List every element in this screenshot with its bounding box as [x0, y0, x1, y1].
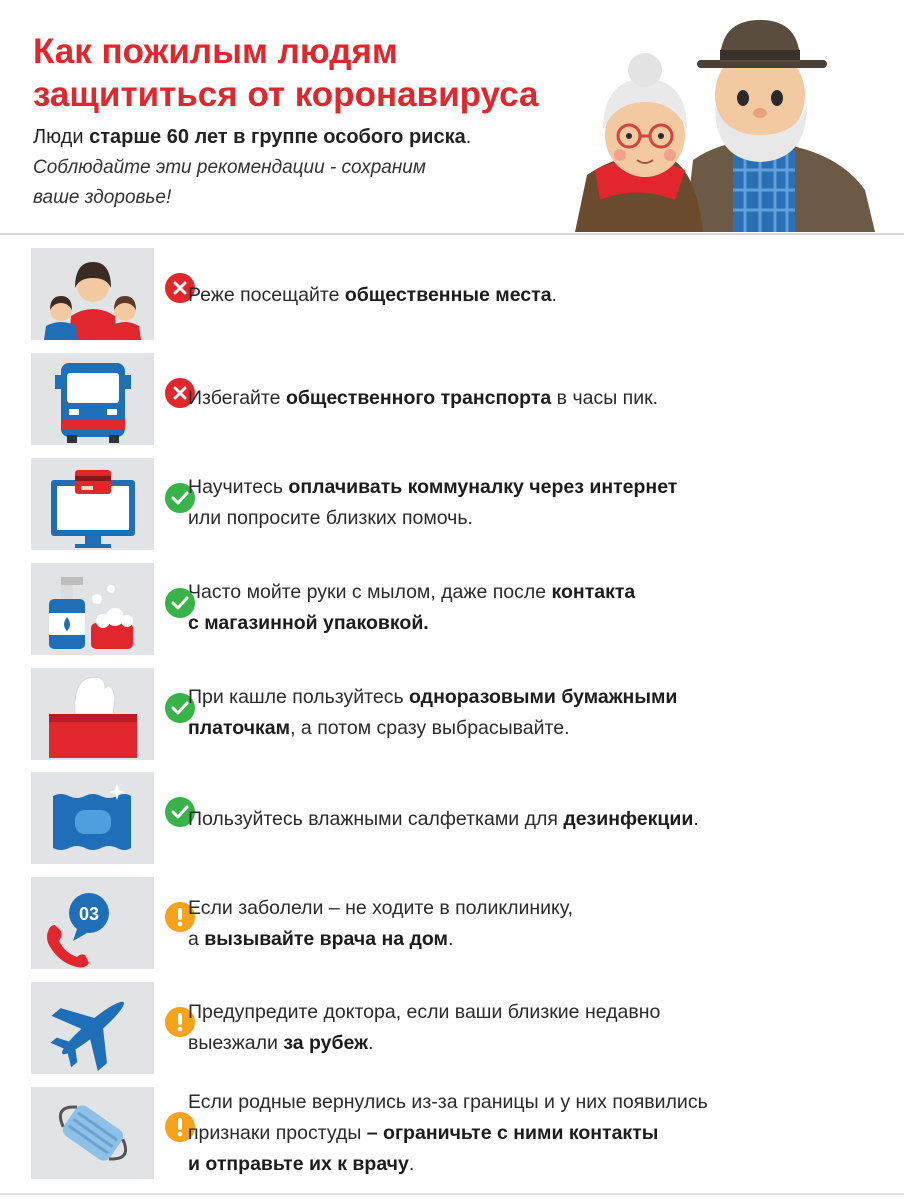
tissue-box-icon [31, 668, 154, 760]
emphasis-text: одноразовыми бумажными [409, 686, 678, 708]
bus-icon [31, 353, 154, 445]
recommendation-item [0, 353, 904, 445]
plain-text: , а потом сразу выбрасывайте. [290, 717, 570, 739]
text-line [188, 383, 878, 414]
text-line [188, 1087, 878, 1118]
wet-wipes-icon [31, 772, 154, 864]
emphasis-text: за рубеж [283, 1032, 368, 1054]
text-line [188, 1118, 878, 1149]
emphasis-text: платочкам [188, 717, 291, 739]
soap-icon [31, 563, 154, 655]
emphasis-text: и отправьте их к врачу [188, 1153, 409, 1175]
recommendation-text [188, 682, 878, 744]
emphasis-text: контакта [551, 581, 636, 603]
recommendation-item [0, 458, 904, 550]
plain-text: признаки простуды [188, 1122, 367, 1144]
bottom-divider [0, 1193, 904, 1195]
text-line [188, 997, 878, 1028]
plain-text: Часто мойте руки с мылом, даже после [188, 581, 552, 603]
note-line-1: Соблюдайте эти рекомендации - сохраним [33, 157, 426, 178]
recommendation-item [0, 877, 904, 969]
text-line [188, 280, 878, 311]
subtitle-bold: старше 60 лет в группе особого риска [89, 126, 466, 148]
online-payment-icon [31, 458, 154, 550]
plain-text: Пользуйтесь влажными салфетками для [188, 808, 564, 830]
subtitle-post: . [465, 126, 472, 148]
emphasis-text: – ограничьте с ними контакты [366, 1122, 659, 1144]
recommendation-item [0, 982, 904, 1074]
emphasis-text: оплачивать коммуналку через интернет [288, 476, 678, 498]
plain-text: . [367, 1032, 374, 1054]
recommendation-text [188, 577, 878, 639]
emphasis-text: вызывайте врача на дом [204, 928, 448, 950]
plain-text: . [408, 1153, 415, 1175]
emphasis-text: с магазинной упаковкой. [188, 612, 429, 634]
text-line [188, 713, 878, 744]
title-line-2: защититься от коронавируса [33, 75, 539, 114]
recommendation-item [0, 772, 904, 864]
plain-text: . [447, 928, 454, 950]
plain-text: . [693, 808, 699, 830]
text-line [188, 682, 878, 713]
plain-text: При кашле пользуйтесь [188, 686, 410, 708]
emphasis-text: дезинфекции [563, 808, 694, 830]
crowd-icon [31, 248, 154, 340]
recommendation-text [188, 383, 878, 414]
text-line [188, 893, 878, 924]
title-line-1: Как пожилым людям [33, 32, 398, 71]
plain-text: в часы пик. [551, 387, 659, 409]
emergency-number: 03 [78, 904, 100, 924]
text-line [188, 577, 878, 608]
text-line [188, 804, 878, 835]
text-line [188, 1028, 878, 1059]
recommendation-item [0, 563, 904, 655]
plain-text: Предупредите доктора, если ваши близкие недавно [188, 1001, 661, 1023]
plain-text: . [551, 284, 557, 306]
emphasis-text: общественные места [344, 284, 552, 306]
text-line [188, 924, 878, 955]
recommendation-text [188, 1087, 878, 1180]
recommendation-item [0, 668, 904, 760]
plain-text: Реже посещайте [188, 284, 345, 306]
plain-text: Если родные вернулись из-за границы и у них появились [188, 1091, 708, 1113]
recommendation-item [0, 248, 904, 340]
plain-text: а [188, 928, 205, 950]
recommendation-item [0, 1087, 904, 1179]
plain-text: Избегайте [188, 387, 286, 409]
face-mask-icon [31, 1087, 154, 1179]
plain-text: выезжали [188, 1032, 284, 1054]
text-line [188, 1149, 878, 1180]
emphasis-text: общественного транспорта [285, 387, 552, 409]
plain-text: или попросите близких помочь. [188, 507, 473, 529]
text-line [188, 503, 878, 534]
phone-call-icon [31, 877, 154, 969]
recommendation-text [188, 472, 878, 534]
plain-text: Научитесь [188, 476, 289, 498]
recommendation-text [188, 997, 878, 1059]
recommendation-text [188, 893, 878, 955]
text-line [188, 472, 878, 503]
note-line-2: ваше здоровье! [33, 187, 172, 208]
recommendation-text [188, 280, 878, 311]
text-line [188, 608, 878, 639]
plain-text: Если заболели – не ходите в поликлинику, [188, 897, 574, 919]
recommendation-text [188, 804, 878, 835]
subtitle-pre: Люди [33, 126, 90, 148]
airplane-icon [31, 982, 154, 1074]
